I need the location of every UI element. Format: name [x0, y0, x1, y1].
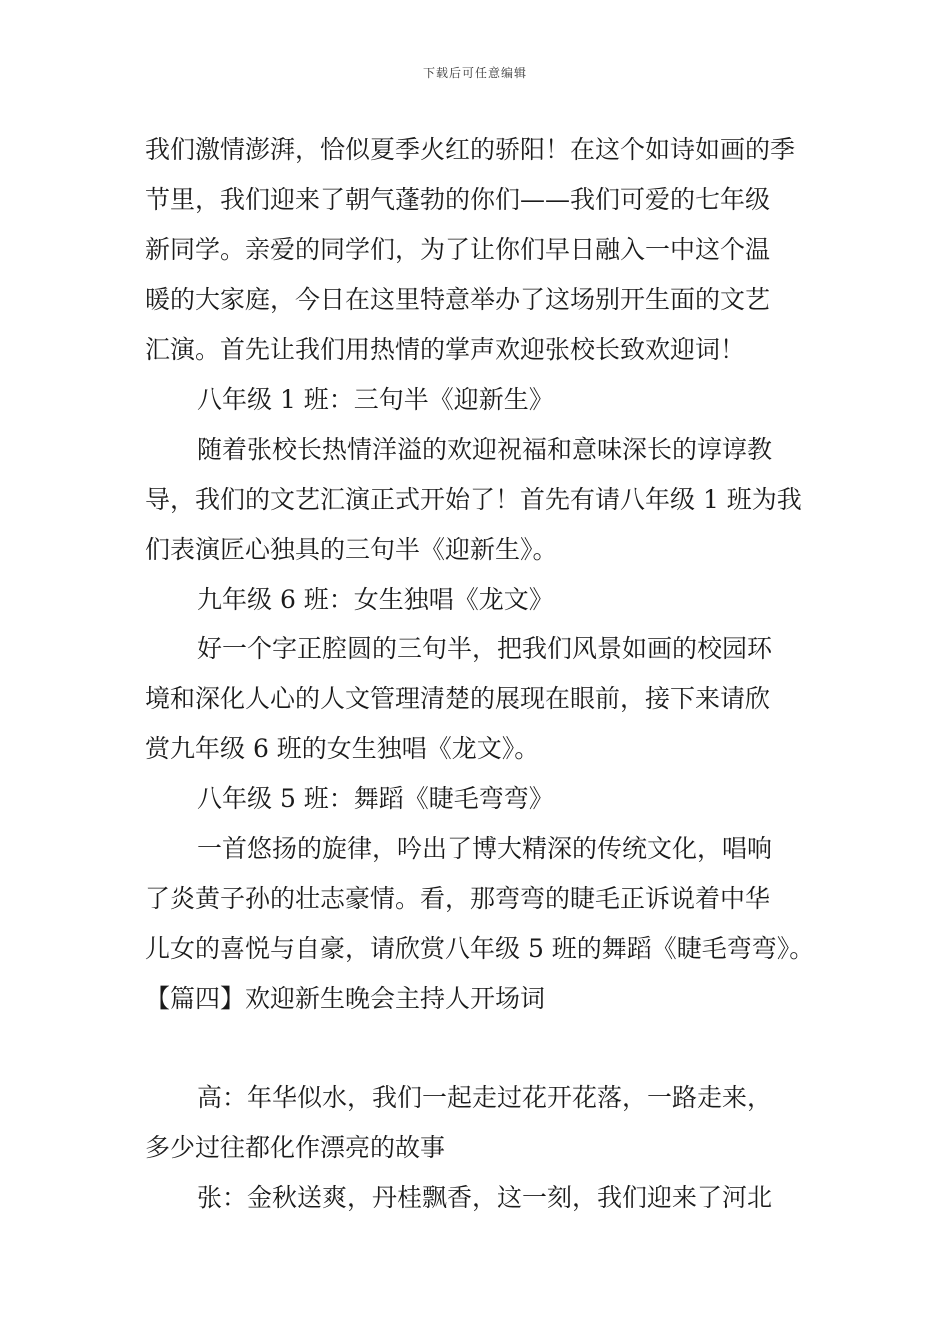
- text-line: 境和深化人心的人文管理清楚的展现在眼前，接下来请欣: [145, 684, 771, 713]
- text-line: 一首悠扬的旋律，吟出了博大精深的传统文化，唱响: [197, 834, 773, 863]
- text-line: 随着张校长热情洋溢的欢迎祝福和意味深长的谆谆教: [197, 435, 773, 464]
- section-heading: 八年级 5 班：舞蹈《睫毛弯弯》: [197, 784, 554, 813]
- text-line: 多少过往都化作漂亮的故事: [145, 1133, 446, 1162]
- text-line: 们表演匠心独具的三句半《迎新生》。: [145, 535, 558, 564]
- text-line: 导，我们的文艺汇演正式开始了！首先有请八年级 1 班为我: [145, 485, 802, 514]
- text-line: 节里，我们迎来了朝气蓬勃的你们——我们可爱的七年级: [145, 185, 771, 214]
- page-header: 下载后可任意编辑: [422, 66, 527, 80]
- text-line: 汇演。首先让我们用热情的掌声欢迎张校长致欢迎词！: [145, 335, 746, 364]
- chapter-title: 【篇四】欢迎新生晚会主持人开场词: [145, 984, 546, 1013]
- text-line: 儿女的喜悦与自豪，请欣赏八年级 5 班的舞蹈《睫毛弯弯》。: [145, 934, 815, 963]
- text-line: 赏九年级 6 班的女生独唱《龙文》。: [145, 734, 540, 763]
- text-line: 张：金秋送爽，丹桂飘香，这一刻，我们迎来了河北: [197, 1183, 773, 1212]
- text-line: 我们激情澎湃，恰似夏季火红的骄阳！在这个如诗如画的季: [145, 135, 796, 164]
- text-line: 新同学。亲爱的同学们，为了让你们早日融入一中这个温: [145, 235, 771, 264]
- text-line: 好一个字正腔圆的三句半，把我们风景如画的校园环: [197, 634, 773, 663]
- text-line: 高：年华似水，我们一起走过花开花落，一路走来，: [197, 1083, 773, 1112]
- text-line: 暖的大家庭，今日在这里特意举办了这场别开生面的文艺: [145, 285, 771, 314]
- section-heading: 九年级 6 班：女生独唱《龙文》: [197, 585, 554, 614]
- section-heading: 八年级 1 班：三句半《迎新生》: [197, 385, 554, 414]
- text-line: 了炎黄子孙的壮志豪情。看，那弯弯的睫毛正诉说着中华: [145, 884, 771, 913]
